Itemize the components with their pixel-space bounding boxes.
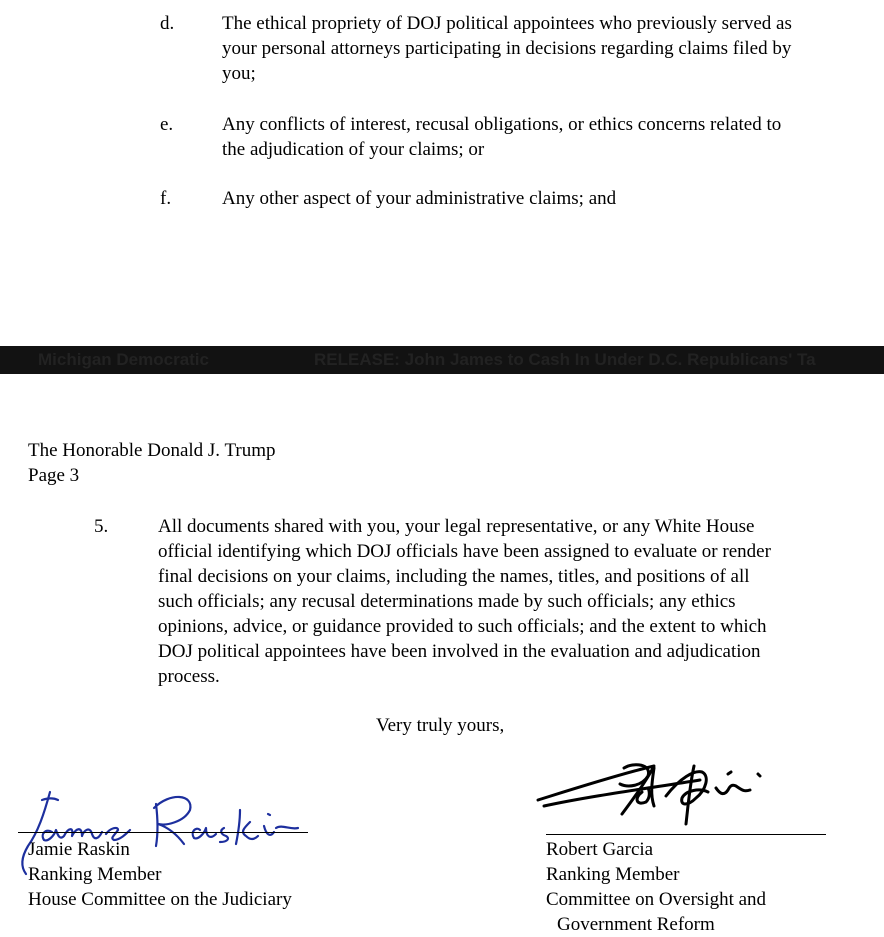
item-e-line-1: Any conflicts of interest, recusal obligations, or ethics concerns related to — [222, 114, 782, 135]
item-f-line-1: Any other aspect of your administrative claims; and — [222, 188, 617, 209]
ticker-text-left: Michigan Democratic — [38, 350, 209, 369]
item-label-d: d. — [160, 13, 175, 34]
item-d-line-1: The ethical propriety of DOJ political appointees who previously served as — [222, 13, 792, 34]
addressee: The Honorable Donald J. Trump — [28, 440, 276, 461]
item-5-line-3: final decisions on your claims, including the names, titles, and positions of all — [158, 566, 750, 587]
item-5-line-1: All documents shared with you, your legal representative, or any White House — [158, 516, 755, 537]
signatory-garcia — [546, 837, 766, 937]
signatory-raskin — [28, 837, 292, 912]
signatory-name: Jamie Raskin — [28, 839, 130, 860]
news-ticker-banner — [0, 346, 884, 374]
item-text-f — [222, 186, 882, 211]
signature-line-raskin — [18, 832, 308, 833]
closing: Very truly yours, — [376, 715, 505, 736]
signatory-title: Ranking Member — [28, 864, 162, 885]
signatory-committee: House Committee on the Judiciary — [28, 889, 292, 910]
item-text-e — [222, 112, 882, 162]
item-5-line-5: opinions, advice, or guidance provided to such officials; and the extent to which — [158, 616, 767, 637]
item-5-line-6: DOJ political appointees have been involved in the evaluation and adjudication — [158, 641, 761, 662]
item-5-line-7: process. — [158, 666, 220, 687]
item-e-line-2: the adjudication of your claims; or — [222, 139, 485, 160]
item-text-d — [222, 11, 882, 86]
ticker-text-right: RELEASE: John James to Cash In Under D.C. Republicans' Ta — [314, 350, 816, 369]
item-text-5 — [158, 514, 878, 689]
page-number: Page 3 — [28, 465, 80, 486]
item-d-line-2: your personal attorneys participating in decisions regarding claims filed by — [222, 38, 792, 59]
addressee-header — [28, 438, 276, 488]
item-label-f: f. — [160, 188, 172, 209]
signatory-title: Ranking Member — [546, 864, 680, 885]
item-d-line-3: you; — [222, 63, 256, 84]
item-5-line-4: such officials; any recusal determinations made by such officials; any ethics — [158, 591, 736, 612]
signatory-name: Robert Garcia — [546, 839, 654, 860]
item-label-5: 5. — [94, 516, 109, 537]
signature-garcia-image — [530, 748, 790, 848]
signatory-committee-line-1: Committee on Oversight and — [546, 889, 767, 910]
signature-line-garcia — [546, 834, 826, 835]
signatory-committee-line-2: Government Reform — [557, 914, 715, 935]
item-label-e: e. — [160, 114, 174, 135]
item-5-line-2: official identifying which DOJ officials have been assigned to evaluate or render — [158, 541, 771, 562]
